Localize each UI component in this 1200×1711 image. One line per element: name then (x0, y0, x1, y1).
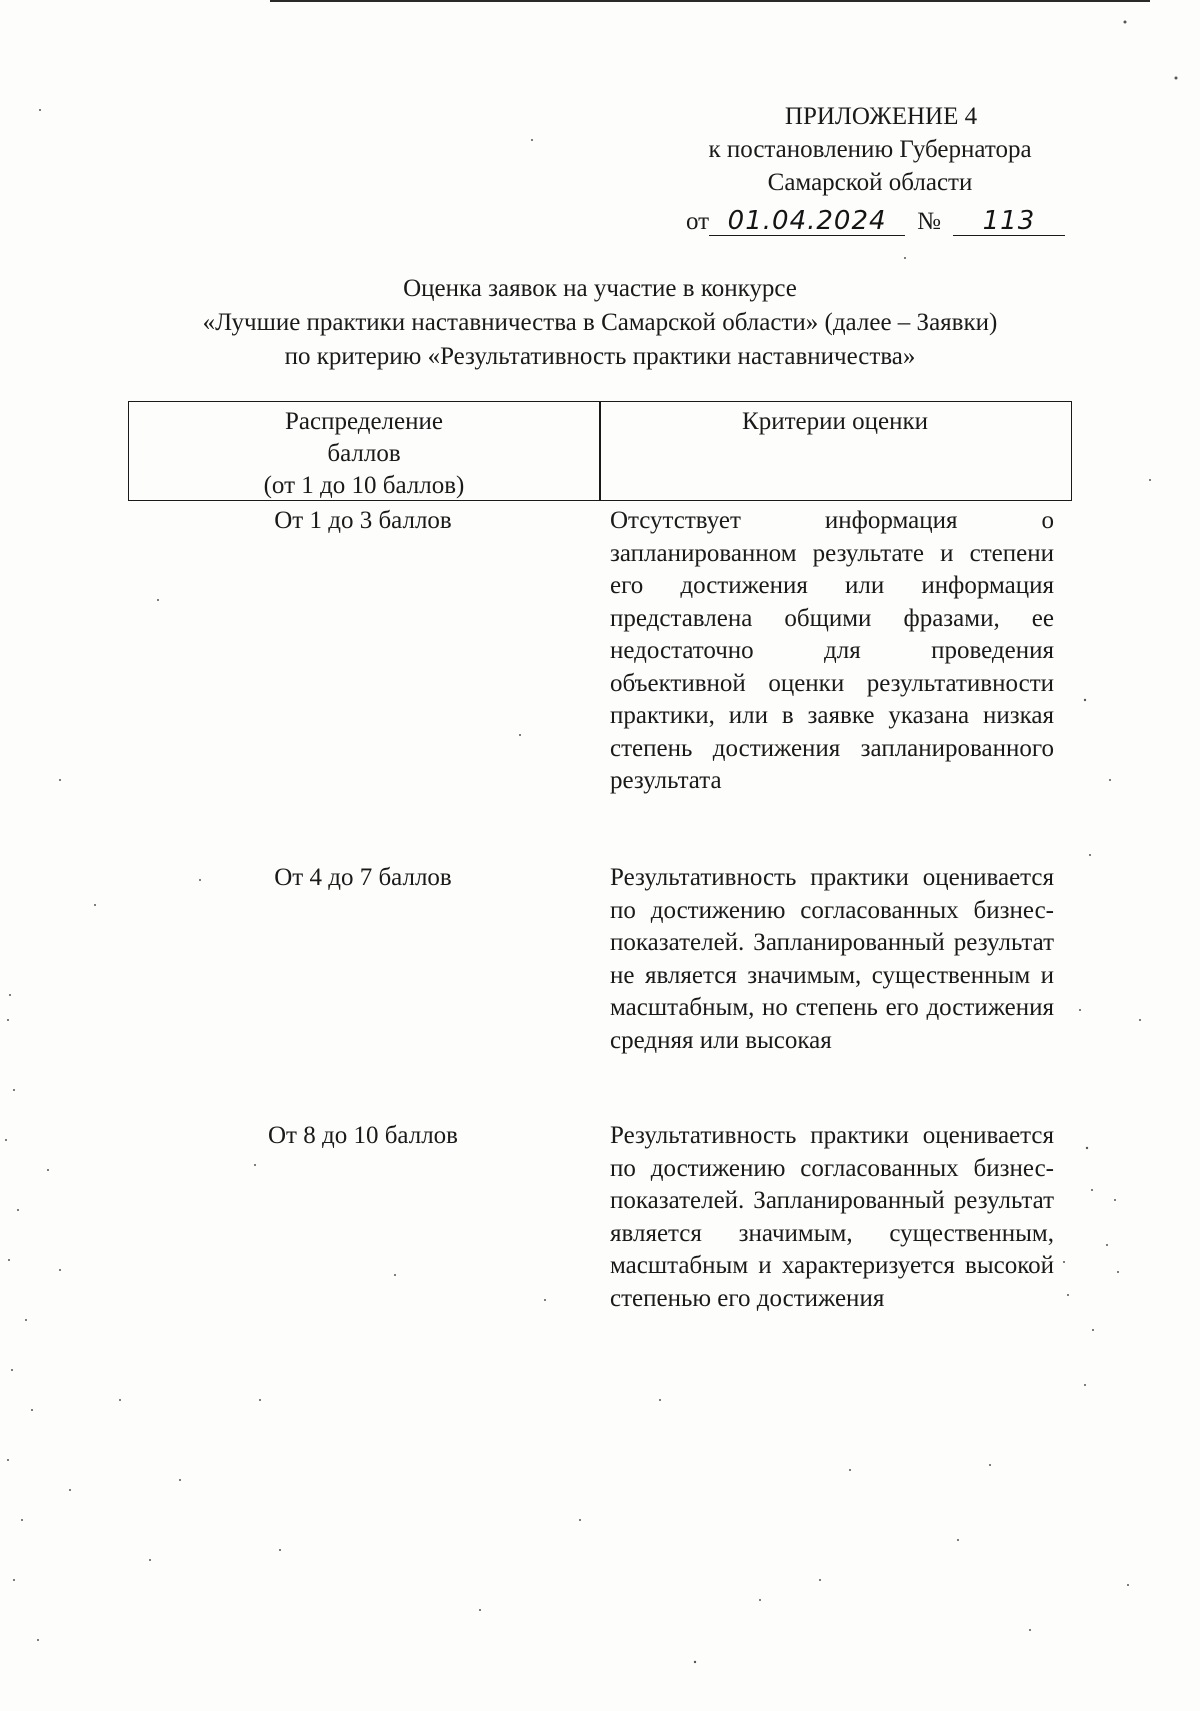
header-score-distribution (129, 406, 599, 502)
table-header (128, 401, 1072, 501)
appendix-region-line: Самарской области (767, 169, 973, 196)
row-1-criteria: Отсутствует информация о запланированном результате и степени его достижения или информация представлена общими фразами, ее недостаточно для проведения объективной оценки результативности практики, или в заявке указана низкая степень достижения запланированного результата (610, 507, 1054, 794)
heading-line-2: «Лучшие практики наставничества в Самарской области» (далее – Заявки) (202, 309, 998, 336)
header-score-line-2: баллов (327, 440, 401, 467)
row-3-score: От 8 до 10 баллов (268, 1122, 458, 1149)
handwritten-date: 01.04.2024 (709, 207, 905, 236)
row-2-score: От 4 до 7 баллов (274, 864, 452, 891)
number-label: № (917, 208, 941, 235)
header-criteria: Критерии оценки (742, 408, 928, 435)
top-scan-edge (270, 0, 1150, 2)
row-1-score: От 1 до 3 баллов (274, 507, 452, 534)
handwritten-number: 113 (953, 207, 1065, 236)
row-3-criteria: Результативность практики оценивается по достижению согласованных бизнес-показателей. Запланированный результат является значимым, существенным, масштабным и характеризуется высокой степенью его достижения (610, 1122, 1054, 1312)
appendix-title: ПРИЛОЖЕНИЕ 4 (784, 103, 978, 130)
appendix-header (640, 100, 1100, 199)
appendix-decree-line: к постановлению Губернатора (708, 136, 1032, 163)
document-reference (686, 205, 1065, 238)
row-2-criteria: Результативность практики оценивается по достижению согласованных бизнес-показателей. Запланированный результат не является значимым, существенным и масштабным, но степень его достижения средняя или высокая (610, 864, 1054, 1054)
document-heading (120, 272, 1080, 374)
header-score-line-1: Распределение (285, 408, 443, 435)
heading-line-3: по критерию «Результативность практики наставничества» (284, 343, 916, 370)
heading-line-1: Оценка заявок на участие в конкурсе (403, 275, 797, 302)
from-label: от (686, 208, 710, 235)
header-score-line-3: (от 1 до 10 баллов) (263, 472, 465, 499)
